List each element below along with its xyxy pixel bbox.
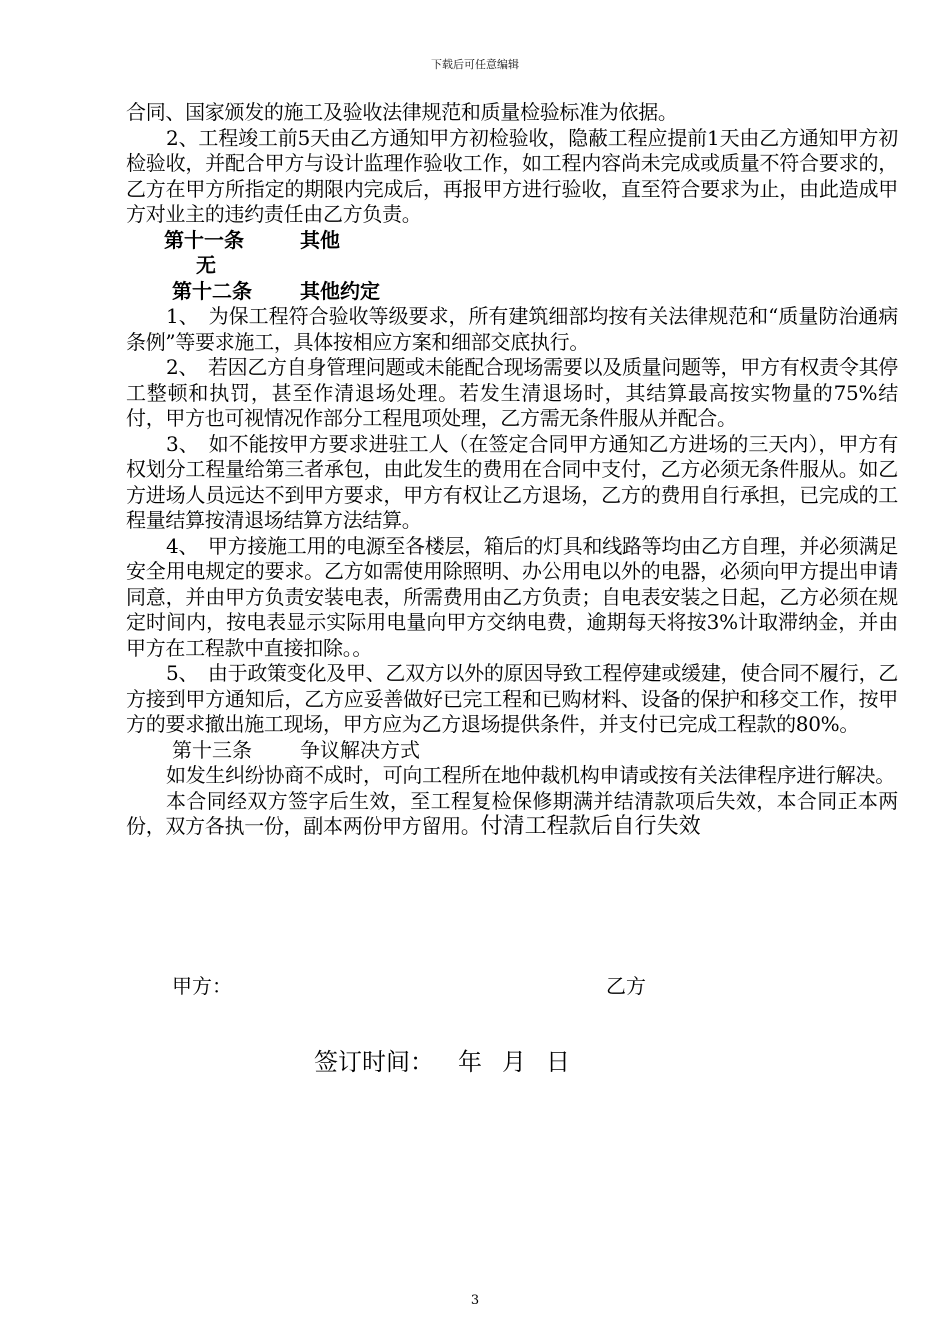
- article-11-number: 第十一条: [164, 227, 244, 252]
- signing-date: [314, 1042, 570, 1077]
- closing-text-addition: 付清工程款后自行失效: [480, 814, 701, 839]
- article-11-body: 无: [196, 253, 216, 277]
- closing-paragraph: [126, 789, 898, 840]
- article-12-item-3: 3、 如不能按甲方要求进驻工人（在签定合同甲方通知乙方进场的三天内），甲方有权划分工程量给第三者承包，由此发生的费用在合同中支付，乙方必须无条件服从。如乙方进场人员远达不到甲方要求，甲方有权让乙方退场，乙方的费用自行承担，已完成的工程量结算按清退场结算方法结算。: [126, 431, 898, 532]
- article-13-title: 争议解决方式: [300, 737, 420, 762]
- party-a-label: 甲方：: [172, 974, 232, 998]
- article-12-item-1: 1、 为保工程符合验收等级要求，所有建筑细部均按有关法律规范和“质量防治通病条例”等要求施工，具体按相应方案和细部交底执行。: [126, 304, 898, 354]
- contract-body: [126, 100, 898, 840]
- article-12-heading: [126, 279, 898, 305]
- date-month: 月: [502, 1048, 526, 1076]
- date-year: 年: [458, 1048, 482, 1076]
- article-12-item-4: 4、 甲方接施工用的电源至各楼层，箱后的灯具和线路等均由乙方自理，并必须满足安全用电规定的要求。乙方如需使用除照明、办公用电以外的电器，必须向甲方提出申请同意，并由甲方负责安装电表，所需费用由乙方负责；自电表安装之日起，乙方必须在规定时间内，按电表显示实际用电量向甲方交纳电费，逾期每天将按3%计取滞纳金，并由甲方在工程款中直接扣除。。: [126, 533, 898, 660]
- closing-text: 本合同经双方签字后生效，至工程复检保修期满并结清款项后失效，本合同正本两份，双方各执一份，副本两份甲方留用。: [126, 788, 898, 838]
- article-13-number: 第十三条: [172, 737, 252, 762]
- article-13-body: 如发生纠纷协商不成时，可向工程所在地仲裁机构申请或按有关法律程序进行解决。: [166, 763, 895, 787]
- article-12-item-5: 5、 由于政策变化及甲、乙双方以外的原因导致工程停建或缓建，使合同不履行，乙方接到甲方通知后，乙方应妥善做好已完工程和已购材料、设备的保护和移交工作，按甲方的要求撤出施工现场，甲方应为乙方退场提供条件，并支付已完成工程款的80%。: [126, 661, 898, 736]
- party-b-label: 乙方: [606, 974, 646, 998]
- article-12-item-2: 2、 若因乙方自身管理问题或未能配合现场需要以及质量问题等，甲方有权责令其停工整顿和执罚，甚至作清退场处理。若发生清退场时，其结算最高按实物量的75%结付，甲方也可视情况作部分工程甩项处理，乙方需无条件服从并配合。: [126, 355, 898, 430]
- page-header: 下载后可任意编辑: [431, 58, 519, 71]
- date-label: 签订时间：: [314, 1048, 434, 1076]
- date-day: 日: [546, 1048, 570, 1076]
- paragraph-continuation: 合同、国家颁发的施工及验收法律规范和质量检验标准为依据。: [126, 100, 678, 124]
- article-11-title: 其他: [300, 227, 340, 252]
- page-number: 3: [470, 1293, 480, 1308]
- article-11-heading: [126, 228, 898, 254]
- article-13-heading: [126, 738, 898, 764]
- article-12-title: 其他约定: [300, 278, 380, 303]
- paragraph-acceptance: 2、工程竣工前5天由乙方通知甲方初检验收，隐蔽工程应提前1天由乙方通知甲方初检验收，并配合甲方与设计监理作验收工作，如工程内容尚未完成或质量不符合要求的，乙方在甲方所指定的期限内完成后，再报甲方进行验收，直至符合要求为止，由此造成甲方对业主的违约责任由乙方负责。: [126, 125, 898, 226]
- article-12-number: 第十二条: [172, 278, 252, 303]
